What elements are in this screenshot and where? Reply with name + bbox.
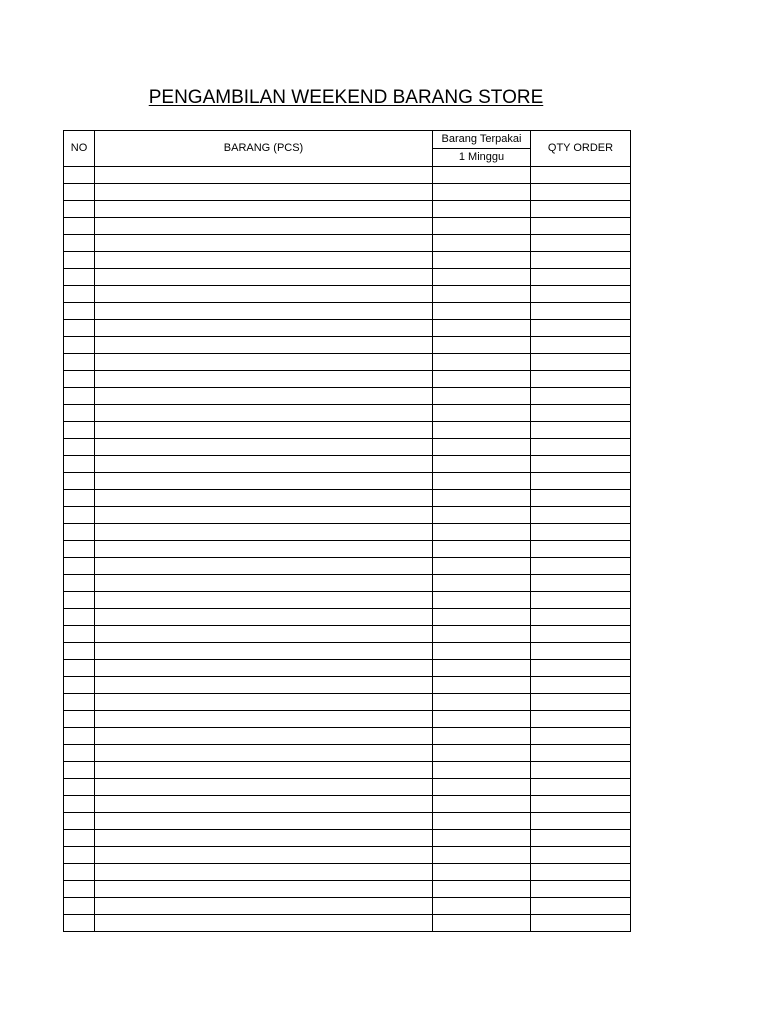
cell-no[interactable]: [64, 813, 95, 830]
cell-no[interactable]: [64, 439, 95, 456]
cell-barang[interactable]: [95, 626, 433, 643]
cell-no[interactable]: [64, 762, 95, 779]
cell-no[interactable]: [64, 320, 95, 337]
table-row: [64, 201, 631, 218]
table-row: [64, 864, 631, 881]
cell-qty-order[interactable]: [531, 643, 631, 660]
table-row: [64, 320, 631, 337]
table-row: [64, 643, 631, 660]
cell-qty-order[interactable]: [531, 184, 631, 201]
table-row: [64, 456, 631, 473]
table-row: [64, 677, 631, 694]
table-row: [64, 660, 631, 677]
table-row: [64, 779, 631, 796]
cell-no[interactable]: [64, 524, 95, 541]
cell-no[interactable]: [64, 575, 95, 592]
table-row: [64, 524, 631, 541]
cell-qty-order[interactable]: [531, 354, 631, 371]
cell-barang[interactable]: [95, 524, 433, 541]
cell-barang-terpakai[interactable]: [433, 813, 531, 830]
cell-barang[interactable]: [95, 592, 433, 609]
cell-barang-terpakai[interactable]: [433, 677, 531, 694]
cell-qty-order[interactable]: [531, 762, 631, 779]
cell-barang[interactable]: [95, 252, 433, 269]
cell-barang[interactable]: [95, 303, 433, 320]
table-row: [64, 167, 631, 184]
cell-barang-terpakai[interactable]: [433, 371, 531, 388]
table-row: [64, 898, 631, 915]
cell-barang-terpakai[interactable]: [433, 558, 531, 575]
cell-barang[interactable]: [95, 286, 433, 303]
cell-qty-order[interactable]: [531, 694, 631, 711]
table-row: [64, 405, 631, 422]
table-row: [64, 592, 631, 609]
cell-barang-terpakai[interactable]: [433, 694, 531, 711]
table-row: [64, 694, 631, 711]
table-row: [64, 184, 631, 201]
cell-barang-terpakai[interactable]: [433, 252, 531, 269]
cell-barang[interactable]: [95, 864, 433, 881]
cell-no[interactable]: [64, 541, 95, 558]
cell-barang[interactable]: [95, 473, 433, 490]
table-row: [64, 235, 631, 252]
cell-qty-order[interactable]: [531, 439, 631, 456]
cell-barang[interactable]: [95, 439, 433, 456]
cell-no[interactable]: [64, 626, 95, 643]
cell-no[interactable]: [64, 796, 95, 813]
cell-barang[interactable]: [95, 847, 433, 864]
cell-qty-order[interactable]: [531, 796, 631, 813]
cell-barang-terpakai[interactable]: [433, 388, 531, 405]
header-barang-terpakai: Barang Terpakai: [433, 131, 531, 149]
cell-qty-order[interactable]: [531, 813, 631, 830]
cell-no[interactable]: [64, 915, 95, 932]
cell-no[interactable]: [64, 371, 95, 388]
table-row: [64, 439, 631, 456]
cell-qty-order[interactable]: [531, 320, 631, 337]
cell-qty-order[interactable]: [531, 524, 631, 541]
cell-barang[interactable]: [95, 762, 433, 779]
table-row: [64, 507, 631, 524]
cell-no[interactable]: [64, 184, 95, 201]
cell-barang[interactable]: [95, 915, 433, 932]
cell-barang-terpakai[interactable]: [433, 269, 531, 286]
cell-no[interactable]: [64, 422, 95, 439]
cell-barang[interactable]: [95, 541, 433, 558]
table-row: [64, 847, 631, 864]
cell-barang[interactable]: [95, 728, 433, 745]
cell-qty-order[interactable]: [531, 660, 631, 677]
cell-barang[interactable]: [95, 269, 433, 286]
cell-no[interactable]: [64, 830, 95, 847]
cell-qty-order[interactable]: [531, 337, 631, 354]
cell-barang[interactable]: [95, 660, 433, 677]
cell-barang-terpakai[interactable]: [433, 541, 531, 558]
table-row: [64, 286, 631, 303]
cell-barang[interactable]: [95, 813, 433, 830]
cell-barang[interactable]: [95, 184, 433, 201]
cell-no[interactable]: [64, 337, 95, 354]
cell-no[interactable]: [64, 847, 95, 864]
cell-no[interactable]: [64, 235, 95, 252]
cell-barang-terpakai[interactable]: [433, 847, 531, 864]
cell-qty-order[interactable]: [531, 677, 631, 694]
cell-barang-terpakai[interactable]: [433, 643, 531, 660]
cell-no[interactable]: [64, 507, 95, 524]
cell-qty-order[interactable]: [531, 456, 631, 473]
cell-barang-terpakai[interactable]: [433, 218, 531, 235]
table-row: [64, 915, 631, 932]
cell-qty-order[interactable]: [531, 609, 631, 626]
cell-no[interactable]: [64, 660, 95, 677]
cell-no[interactable]: [64, 694, 95, 711]
table-row: [64, 745, 631, 762]
cell-qty-order[interactable]: [531, 915, 631, 932]
cell-no[interactable]: [64, 609, 95, 626]
cell-no[interactable]: [64, 677, 95, 694]
cell-barang[interactable]: [95, 354, 433, 371]
cell-barang-terpakai[interactable]: [433, 898, 531, 915]
cell-qty-order[interactable]: [531, 235, 631, 252]
cell-qty-order[interactable]: [531, 252, 631, 269]
cell-barang[interactable]: [95, 218, 433, 235]
cell-qty-order[interactable]: [531, 830, 631, 847]
cell-barang-terpakai[interactable]: [433, 354, 531, 371]
cell-barang[interactable]: [95, 898, 433, 915]
header-qty-order: QTY ORDER: [531, 131, 631, 167]
cell-barang[interactable]: [95, 456, 433, 473]
cell-barang[interactable]: [95, 337, 433, 354]
cell-barang-terpakai[interactable]: [433, 405, 531, 422]
cell-qty-order[interactable]: [531, 286, 631, 303]
cell-barang[interactable]: [95, 490, 433, 507]
header-row: [64, 131, 631, 149]
table-row: [64, 881, 631, 898]
cell-no[interactable]: [64, 252, 95, 269]
cell-qty-order[interactable]: [531, 728, 631, 745]
cell-barang[interactable]: [95, 711, 433, 728]
table-row: [64, 728, 631, 745]
order-table: [63, 130, 631, 932]
cell-no[interactable]: [64, 473, 95, 490]
cell-no[interactable]: [64, 643, 95, 660]
cell-qty-order[interactable]: [531, 898, 631, 915]
cell-no[interactable]: [64, 388, 95, 405]
cell-no[interactable]: [64, 881, 95, 898]
cell-no[interactable]: [64, 745, 95, 762]
cell-qty-order[interactable]: [531, 388, 631, 405]
cell-barang-terpakai[interactable]: [433, 592, 531, 609]
cell-no[interactable]: [64, 456, 95, 473]
cell-barang-terpakai[interactable]: [433, 881, 531, 898]
cell-barang[interactable]: [95, 405, 433, 422]
cell-barang[interactable]: [95, 830, 433, 847]
table-row: [64, 711, 631, 728]
cell-qty-order[interactable]: [531, 558, 631, 575]
cell-no[interactable]: [64, 779, 95, 796]
cell-no[interactable]: [64, 898, 95, 915]
cell-qty-order[interactable]: [531, 473, 631, 490]
cell-barang[interactable]: [95, 235, 433, 252]
cell-qty-order[interactable]: [531, 269, 631, 286]
cell-no[interactable]: [64, 728, 95, 745]
cell-barang[interactable]: [95, 643, 433, 660]
cell-barang-terpakai[interactable]: [433, 524, 531, 541]
cell-qty-order[interactable]: [531, 847, 631, 864]
cell-barang[interactable]: [95, 507, 433, 524]
cell-barang[interactable]: [95, 388, 433, 405]
table-row: [64, 218, 631, 235]
cell-no[interactable]: [64, 303, 95, 320]
cell-barang-terpakai[interactable]: [433, 167, 531, 184]
cell-no[interactable]: [64, 269, 95, 286]
header-1-minggu: 1 Minggu: [433, 149, 531, 167]
cell-barang-terpakai[interactable]: [433, 609, 531, 626]
table-row: [64, 303, 631, 320]
table-row: [64, 575, 631, 592]
cell-barang-terpakai[interactable]: [433, 864, 531, 881]
cell-barang[interactable]: [95, 575, 433, 592]
cell-barang-terpakai[interactable]: [433, 439, 531, 456]
cell-barang-terpakai[interactable]: [433, 286, 531, 303]
cell-barang[interactable]: [95, 371, 433, 388]
cell-barang-terpakai[interactable]: [433, 303, 531, 320]
cell-barang-terpakai[interactable]: [433, 422, 531, 439]
table-row: [64, 762, 631, 779]
cell-qty-order[interactable]: [531, 575, 631, 592]
cell-barang-terpakai[interactable]: [433, 660, 531, 677]
cell-qty-order[interactable]: [531, 167, 631, 184]
cell-barang-terpakai[interactable]: [433, 762, 531, 779]
table-row: [64, 269, 631, 286]
cell-barang[interactable]: [95, 694, 433, 711]
cell-barang[interactable]: [95, 422, 433, 439]
cell-barang[interactable]: [95, 881, 433, 898]
cell-qty-order[interactable]: [531, 507, 631, 524]
table-row: [64, 796, 631, 813]
cell-qty-order[interactable]: [531, 218, 631, 235]
cell-barang-terpakai[interactable]: [433, 779, 531, 796]
table-row: [64, 541, 631, 558]
table-row: [64, 558, 631, 575]
cell-barang[interactable]: [95, 745, 433, 762]
cell-barang-terpakai[interactable]: [433, 728, 531, 745]
cell-barang-terpakai[interactable]: [433, 320, 531, 337]
header-no: NO: [64, 131, 95, 167]
cell-barang[interactable]: [95, 558, 433, 575]
cell-no[interactable]: [64, 201, 95, 218]
cell-qty-order[interactable]: [531, 541, 631, 558]
cell-barang[interactable]: [95, 677, 433, 694]
cell-no[interactable]: [64, 167, 95, 184]
cell-barang-terpakai[interactable]: [433, 507, 531, 524]
table-body: [64, 131, 631, 932]
cell-barang-terpakai[interactable]: [433, 201, 531, 218]
table-row: [64, 490, 631, 507]
cell-barang-terpakai[interactable]: [433, 473, 531, 490]
cell-qty-order[interactable]: [531, 490, 631, 507]
cell-barang[interactable]: [95, 779, 433, 796]
table-row: [64, 354, 631, 371]
cell-qty-order[interactable]: [531, 626, 631, 643]
header-barang: BARANG (PCS): [95, 131, 433, 167]
cell-no[interactable]: [64, 286, 95, 303]
cell-barang[interactable]: [95, 167, 433, 184]
table-row: [64, 337, 631, 354]
cell-qty-order[interactable]: [531, 779, 631, 796]
cell-qty-order[interactable]: [531, 711, 631, 728]
cell-no[interactable]: [64, 592, 95, 609]
cell-barang[interactable]: [95, 796, 433, 813]
table-row: [64, 609, 631, 626]
cell-barang-terpakai[interactable]: [433, 490, 531, 507]
cell-no[interactable]: [64, 490, 95, 507]
cell-qty-order[interactable]: [531, 592, 631, 609]
table-row: [64, 371, 631, 388]
cell-no[interactable]: [64, 711, 95, 728]
cell-qty-order[interactable]: [531, 745, 631, 762]
cell-barang-terpakai[interactable]: [433, 626, 531, 643]
cell-no[interactable]: [64, 405, 95, 422]
cell-no[interactable]: [64, 558, 95, 575]
cell-no[interactable]: [64, 354, 95, 371]
table-row: [64, 626, 631, 643]
table-row: [64, 252, 631, 269]
table-row: [64, 473, 631, 490]
table-row: [64, 388, 631, 405]
table-row: [64, 813, 631, 830]
cell-qty-order[interactable]: [531, 303, 631, 320]
cell-barang-terpakai[interactable]: [433, 915, 531, 932]
cell-no[interactable]: [64, 218, 95, 235]
table-row: [64, 422, 631, 439]
page-title: PENGAMBILAN WEEKEND BARANG STORE: [148, 87, 544, 108]
cell-qty-order[interactable]: [531, 405, 631, 422]
cell-qty-order[interactable]: [531, 864, 631, 881]
cell-barang-terpakai[interactable]: [433, 575, 531, 592]
cell-barang-terpakai[interactable]: [433, 711, 531, 728]
cell-barang-terpakai[interactable]: [433, 456, 531, 473]
cell-no[interactable]: [64, 864, 95, 881]
table-row: [64, 830, 631, 847]
cell-barang-terpakai[interactable]: [433, 830, 531, 847]
cell-barang-terpakai[interactable]: [433, 235, 531, 252]
cell-qty-order[interactable]: [531, 881, 631, 898]
cell-barang-terpakai[interactable]: [433, 745, 531, 762]
cell-barang-terpakai[interactable]: [433, 337, 531, 354]
cell-qty-order[interactable]: [531, 371, 631, 388]
cell-barang-terpakai[interactable]: [433, 184, 531, 201]
cell-qty-order[interactable]: [531, 201, 631, 218]
cell-barang[interactable]: [95, 201, 433, 218]
cell-barang[interactable]: [95, 320, 433, 337]
cell-barang[interactable]: [95, 609, 433, 626]
cell-barang-terpakai[interactable]: [433, 796, 531, 813]
cell-qty-order[interactable]: [531, 422, 631, 439]
